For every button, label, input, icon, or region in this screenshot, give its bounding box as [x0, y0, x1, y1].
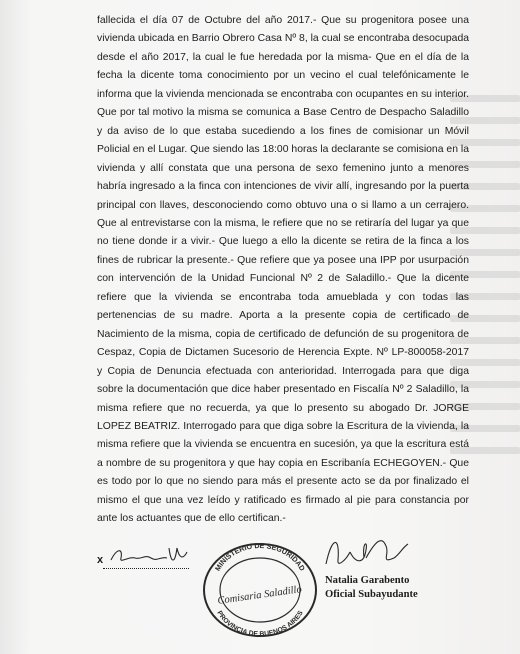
- officer-block: [325, 574, 418, 601]
- signature-mark: x: [97, 554, 104, 566]
- stamp-middle-text: Comisaria Saladillo: [216, 584, 303, 607]
- police-stamp: [201, 536, 319, 638]
- declaration-paragraph: fallecida el día 07 de Octubre del año 2017.- Que su progenitora posee una vivienda ubicada en Barrio Obrero Casa Nº 8, la cual se encontraba desocupada desde el año 2017, la cual le fue heredada por la misma- Que en el día de la fecha la dicente toma conocimiento por un vecino el cual telefónicamente le informa que la vivienda mencionada se encontraba con ocupantes en su interior. Que por tal motivo la misma se comunica a Base Centro de Despacho Saladillo y da aviso de lo que estaba sucediendo a los fines de comisionar un Móvil Policial en el Lugar. Que siendo las 18:00 horas la declarante se comisiona en la vivienda y allí constata que una persona de sexo femenino junto a menores habría ingresado a la finca con intenciones de vivir allí, ingresando por la puerta principal con llaves, desconociendo como obtuvo una o si llamo a un cerrajero. Que al entrevistarse con la misma, le refiere que no se retiraría del lugar ya que no tiene donde ir a vivir.- Que luego a ello la dicente se retira de la finca a los fines de rubricar la presente.- Que refiere que ya posee una IPP por usurpación con intervención de la Unidad Funcional Nº 2 de Saladillo.- Que la dicente refiere que la vivienda se encontraba toda amueblada y con todas las pertenencias de su madre. Aporta a la presente copia de certificado de Nacimiento de la misma, copia de certificado de defunción de su progenitora de Cespaz, Copia de Dictamen Sucesorio de Herencia Expte. Nº LP-800058-2017 y Copia de Denuncia efectuada con anterioridad. Interrogada para que diga sobre la documentación que dice haber presentado en Fiscalía Nº 2 Saladillo, la misma refiere que no recuerda, ya que lo presento su abogado Dr. JORGE LOPEZ BEATRIZ. Interrogado para que diga sobre la Escritura de la vivienda, la misma refiere que la vivienda se encuentra en sucesión, ya que la escritura está a nombre de su progenitora y que hay copia en Escribanía ECHEGOYEN.- Que es todo por lo que no siendo para más el presente acto se da por finalizado el mismo el que una vez leído y ratificado es firmado al pie para constancia por ante los actuantes que de ello certifican.-: [97, 15, 469, 525]
- declarant-signature: [109, 534, 189, 574]
- stamp-top-text: MINISTERIO DE SEGURIDAD: [212, 540, 308, 573]
- svg-text:MINISTERIO DE SEGURIDAD: [213, 541, 307, 573]
- officer-rank: Oficial Subayudante: [325, 588, 418, 600]
- stamp-bottom-text: PROVINCIA DE BUENOS AIRES: [215, 609, 305, 638]
- signature-area: [97, 540, 469, 648]
- officer-name: Natalia Garabento: [325, 575, 410, 586]
- svg-text:PROVINCIA DE BUENOS AIRES: [215, 609, 305, 638]
- officer-signature: [322, 530, 412, 575]
